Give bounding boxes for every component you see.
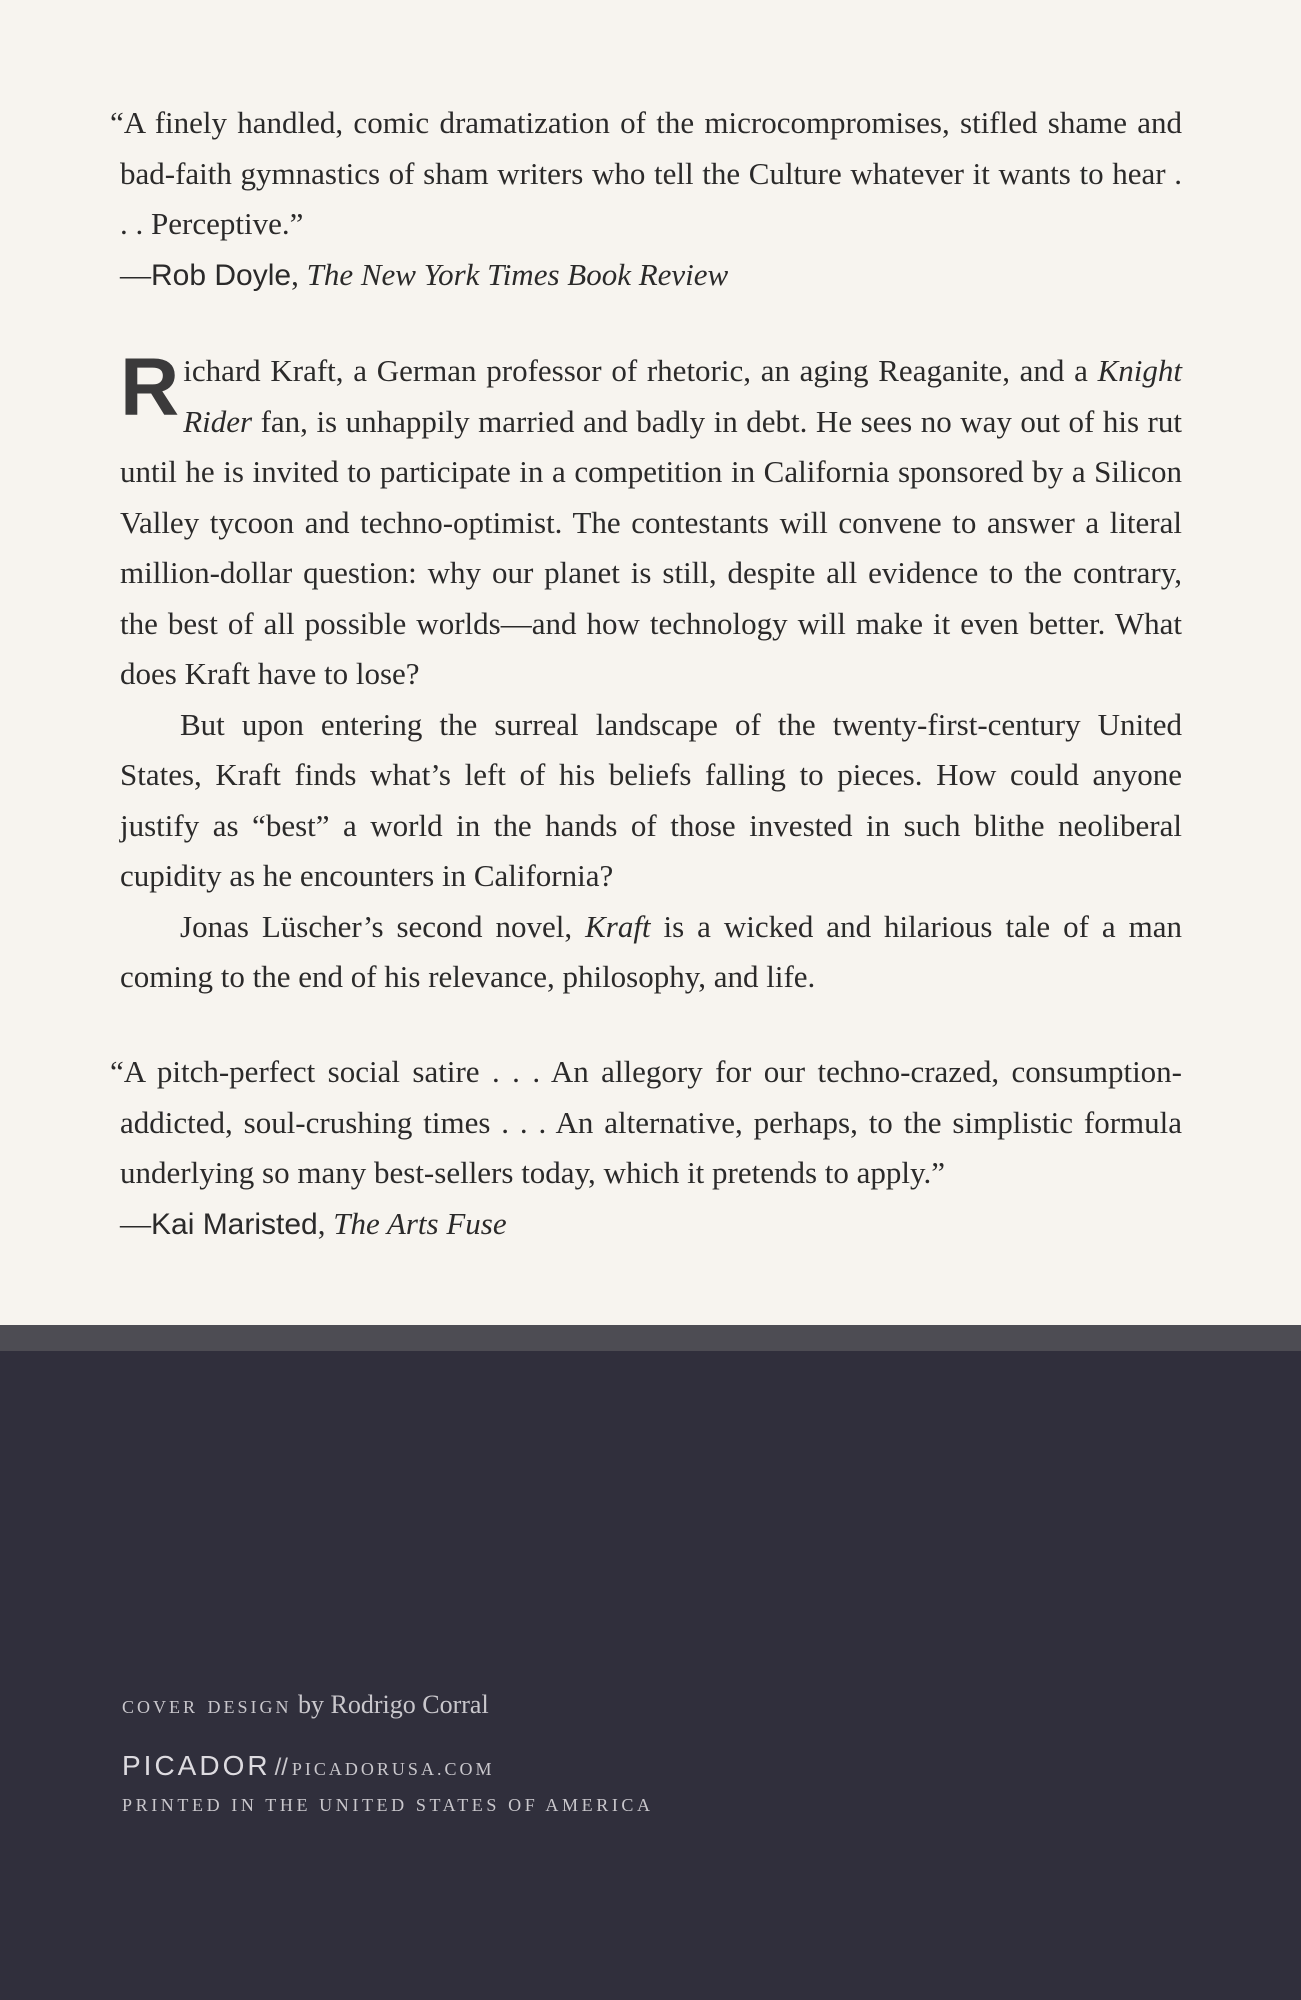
attribution-dash: —	[120, 256, 151, 292]
publisher-logo: PICADOR	[122, 1750, 271, 1781]
drop-cap: R	[120, 342, 180, 433]
publication-name: The Arts Fuse	[333, 1205, 507, 1241]
para1-text-start: ichard Kraft, a German professor of rhetoric, an aging Reaganite, and a	[183, 353, 1098, 388]
para1-title: Knight Rider	[183, 353, 1182, 439]
printed-in-line: PRINTED IN THE UNITED STATES OF AMERICA	[122, 1795, 654, 1815]
review-bottom-attribution: —Kai Maristed, The Arts Fuse	[120, 1205, 507, 1241]
review-top-attribution: —Rob Doyle, The New York Times Book Review	[120, 256, 729, 292]
divider-band	[0, 1325, 1301, 1351]
attribution-dash: —	[120, 1205, 151, 1241]
publisher-line	[122, 1750, 494, 1782]
para3-text-start: Jonas Lüscher’s second novel,	[180, 908, 586, 944]
para3-text-end: is a wicked and hilarious tale of a man coming to the end of his relevance, philosophy, and life.	[120, 908, 1183, 994]
reviewer-name: Kai Maristed	[151, 1207, 318, 1241]
cover-bottom-panel	[0, 1351, 1301, 2000]
cover-design-label: cover design	[122, 1690, 292, 1719]
description-paragraph-2: But upon entering the surreal landscape of the twenty-first-century United States, Kraft finds what’s left of his beliefs falling to pieces. How could anyone justify as “best” a world in the hands of those invested in such blithe neoliberal cupidity as he encounters in California?	[120, 706, 1182, 893]
description-paragraph-1	[120, 342, 1182, 700]
review-top-quote: “A finely handled, comic dramatization of the microcompromises, stifled shame and bad-faith gymnastics of sham writers who tell the Culture whatever it wants to hear . . . Perceptive.”	[110, 105, 1182, 241]
publisher-website: PICADORUSA.COM	[291, 1759, 495, 1779]
para1-text-end: fan, is unhappily married and badly in debt. He sees no way out of his rut until he is invited to participate in a competition in California sponsored by a Silicon Valley tycoon and techno-optimist. The contestants will convene to answer a literal million-dollar question: why our planet is still, despite all evidence to the contrary, the best of all possible worlds—and how technology will make it even better. What does Kraft have to lose?	[120, 403, 1182, 691]
book-description	[120, 342, 1183, 1003]
publication-name: The New York Times Book Review	[306, 256, 729, 292]
description-paragraph-3	[120, 902, 1182, 1003]
publisher-separator: //	[274, 1754, 288, 1781]
review-bottom-quote: “A pitch-perfect social satire . . . An allegory for our techno-crazed, consumption-addicted, soul-crushing times . . . An alternative, perhaps, to the simplistic formula underlying so many best-sellers today, which it pretends to apply.”	[110, 1054, 1182, 1190]
review-bottom	[110, 1047, 1182, 1250]
cover-design-credit	[122, 1690, 489, 1720]
para3-title: Kraft	[585, 908, 651, 944]
cover-designer: by Rodrigo Corral	[298, 1690, 489, 1719]
review-top	[110, 98, 1182, 301]
reviewer-name: Rob Doyle	[151, 258, 292, 292]
